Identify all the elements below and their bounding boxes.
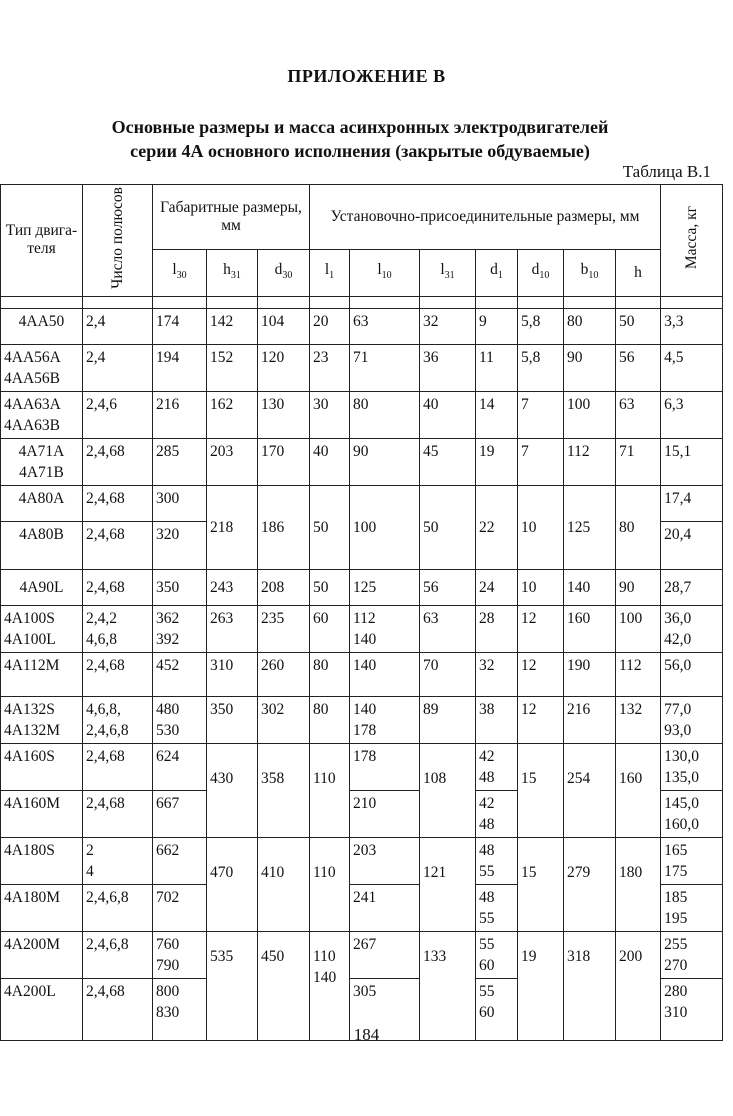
cell-d1: 42 48 [476, 790, 518, 837]
cell-type: 4АА56А 4АА56В [1, 344, 83, 391]
cell-poles: 2,4,68 [83, 485, 153, 521]
cell-h31: 162 [207, 391, 258, 438]
cell-l10: 178 [350, 743, 420, 790]
table-row [1, 438, 723, 485]
cell-h31: 243 [207, 569, 258, 605]
cell-h31: 310 [207, 652, 258, 696]
header-l1: $l_1$ [310, 250, 350, 296]
cell-l1: 60 [310, 605, 350, 652]
cell-d30: 302 [258, 696, 310, 743]
cell-l1: 30 [310, 391, 350, 438]
cell-mass: 145,0 160,0 [661, 790, 723, 837]
header-type: Тип двига-теля [1, 185, 83, 297]
cell-b10: 254 [564, 743, 616, 837]
table-title [40, 115, 680, 163]
cell-l31: 45 [420, 438, 476, 485]
cell-l30: 624 [153, 743, 207, 790]
header-l10: $l_{10}$ [350, 250, 420, 296]
cell-h31: 430 [207, 743, 258, 837]
cell-l10: 80 [350, 391, 420, 438]
cell-l10: 63 [350, 308, 420, 344]
cell-d10: 19 [518, 931, 564, 1040]
header-b10: $b_{10}$ [564, 250, 616, 296]
table-row [1, 931, 723, 978]
cell-l30: 300 [153, 485, 207, 521]
cell-h31: 470 [207, 837, 258, 931]
cell-l30: 320 [153, 521, 207, 569]
cell-d1: 42 48 [476, 743, 518, 790]
cell-d30: 170 [258, 438, 310, 485]
cell-h: 90 [616, 569, 661, 605]
header-h31: $h_{31}$ [207, 250, 258, 296]
cell-h31: 535 [207, 931, 258, 1040]
cell-h: 100 [616, 605, 661, 652]
cell-d10: 15 [518, 743, 564, 837]
header-l31: $l_{31}$ [420, 250, 476, 296]
cell-mass: 130,0 135,0 [661, 743, 723, 790]
cell-l1: 20 [310, 308, 350, 344]
cell-mass: 17,4 [661, 485, 723, 521]
cell-poles: 2,4,68 [83, 743, 153, 790]
cell-l30: 702 [153, 884, 207, 931]
cell-d30: 208 [258, 569, 310, 605]
cell-d10: 15 [518, 837, 564, 931]
cell-l1: 80 [310, 696, 350, 743]
cell-type: 4А132S 4А132М [1, 696, 83, 743]
cell-type: 4АА63А 4АА63В [1, 391, 83, 438]
cell-d1: 19 [476, 438, 518, 485]
cell-d10: 5,8 [518, 344, 564, 391]
cell-poles: 2,4,6,8 [83, 884, 153, 931]
cell-b10: 100 [564, 391, 616, 438]
cell-h31: 142 [207, 308, 258, 344]
header-d30: $d_{30}$ [258, 250, 310, 296]
cell-l30: 362 392 [153, 605, 207, 652]
cell-l30: 480 530 [153, 696, 207, 743]
cell-mass: 6,3 [661, 391, 723, 438]
cell-h31: 263 [207, 605, 258, 652]
cell-l31: 70 [420, 652, 476, 696]
cell-type: 4АА50 [1, 308, 83, 344]
cell-h: 180 [616, 837, 661, 931]
cell-l31: 56 [420, 569, 476, 605]
cell-poles: 2,4,68 [83, 438, 153, 485]
cell-h31: 203 [207, 438, 258, 485]
header-mass: Масса, кг [661, 185, 723, 297]
cell-l1: 50 [310, 569, 350, 605]
table-row [1, 344, 723, 391]
cell-poles: 2,4,6,8 [83, 931, 153, 978]
cell-d30: 130 [258, 391, 310, 438]
cell-l1: 23 [310, 344, 350, 391]
cell-poles: 2,4,68 [83, 978, 153, 1040]
cell-mass: 4,5 [661, 344, 723, 391]
title-line-2: серии 4А основного исполнения (закрытые обдуваемые) [130, 141, 590, 161]
cell-d10: 12 [518, 605, 564, 652]
cell-l31: 40 [420, 391, 476, 438]
cell-l1: 110 140 [310, 931, 350, 1040]
cell-d1: 24 [476, 569, 518, 605]
table-row [1, 308, 723, 344]
cell-l30: 800 830 [153, 978, 207, 1040]
header-row-1 [1, 185, 723, 250]
cell-d1: 28 [476, 605, 518, 652]
cell-mass: 255 270 [661, 931, 723, 978]
cell-l31: 50 [420, 485, 476, 569]
cell-b10: 279 [564, 837, 616, 931]
cell-mass: 185 195 [661, 884, 723, 931]
cell-d1: 55 60 [476, 978, 518, 1040]
cell-b10: 140 [564, 569, 616, 605]
cell-d30: 260 [258, 652, 310, 696]
cell-d1: 9 [476, 308, 518, 344]
cell-d1: 32 [476, 652, 518, 696]
cell-l30: 350 [153, 569, 207, 605]
cell-h: 132 [616, 696, 661, 743]
cell-mass: 280 310 [661, 978, 723, 1040]
cell-l30: 216 [153, 391, 207, 438]
cell-type: 4А90L [1, 569, 83, 605]
cell-d10: 12 [518, 652, 564, 696]
cell-l10: 140 [350, 652, 420, 696]
cell-l10: 305 [350, 978, 420, 1040]
header-gap-row [1, 296, 723, 308]
cell-l30: 285 [153, 438, 207, 485]
table-row [1, 569, 723, 605]
cell-h: 50 [616, 308, 661, 344]
cell-b10: 318 [564, 931, 616, 1040]
cell-d1: 48 55 [476, 884, 518, 931]
cell-d10: 10 [518, 485, 564, 569]
table-row [1, 696, 723, 743]
cell-mass: 28,7 [661, 569, 723, 605]
cell-l10: 140 178 [350, 696, 420, 743]
cell-l1: 50 [310, 485, 350, 569]
cell-l30: 194 [153, 344, 207, 391]
cell-h: 56 [616, 344, 661, 391]
motor-dimensions-table [0, 184, 723, 1041]
cell-b10: 190 [564, 652, 616, 696]
cell-h: 160 [616, 743, 661, 837]
cell-d30: 120 [258, 344, 310, 391]
cell-poles: 2 4 [83, 837, 153, 884]
cell-d30: 186 [258, 485, 310, 569]
cell-l31: 63 [420, 605, 476, 652]
cell-l10: 210 [350, 790, 420, 837]
cell-d30: 235 [258, 605, 310, 652]
header-poles: Число полюсов [83, 185, 153, 297]
table-caption: Таблица В.1 [622, 162, 711, 181]
cell-l10: 125 [350, 569, 420, 605]
cell-b10: 216 [564, 696, 616, 743]
cell-h: 71 [616, 438, 661, 485]
cell-d1: 48 55 [476, 837, 518, 884]
cell-d10: 5,8 [518, 308, 564, 344]
cell-poles: 4,6,8, 2,4,6,8 [83, 696, 153, 743]
cell-l31: 89 [420, 696, 476, 743]
page-number: 184 [353, 1025, 380, 1044]
cell-l1: 110 [310, 743, 350, 837]
cell-l30: 667 [153, 790, 207, 837]
cell-l10: 71 [350, 344, 420, 391]
cell-poles: 2,4,68 [83, 521, 153, 569]
cell-l10: 241 [350, 884, 420, 931]
table-row [1, 605, 723, 652]
cell-type: 4А200L [1, 978, 83, 1040]
cell-l10: 112 140 [350, 605, 420, 652]
table-row [1, 652, 723, 696]
cell-d10: 7 [518, 438, 564, 485]
title-line-1: Основные размеры и масса асинхронных электродвигателей [111, 117, 609, 137]
cell-d30: 358 [258, 743, 310, 837]
cell-d30: 104 [258, 308, 310, 344]
cell-poles: 2,4,68 [83, 790, 153, 837]
cell-l31: 133 [420, 931, 476, 1040]
header-d10: $d_{10}$ [518, 250, 564, 296]
cell-type: 4А200М [1, 931, 83, 978]
cell-mass: 56,0 [661, 652, 723, 696]
table-row [1, 743, 723, 790]
cell-type: 4А100S 4А100L [1, 605, 83, 652]
header-d1: $d_1$ [476, 250, 518, 296]
cell-poles: 2,4,6 [83, 391, 153, 438]
cell-type: 4А180S [1, 837, 83, 884]
cell-type: 4А112М [1, 652, 83, 696]
cell-type: 4А160М [1, 790, 83, 837]
cell-l31: 108 [420, 743, 476, 837]
cell-poles: 2,4 [83, 344, 153, 391]
cell-l30: 452 [153, 652, 207, 696]
cell-d10: 10 [518, 569, 564, 605]
cell-d1: 22 [476, 485, 518, 569]
cell-d30: 410 [258, 837, 310, 931]
cell-h: 80 [616, 485, 661, 569]
cell-d1: 14 [476, 391, 518, 438]
table-row [1, 837, 723, 884]
cell-poles: 2,4,68 [83, 652, 153, 696]
cell-l1: 40 [310, 438, 350, 485]
cell-mass: 3,3 [661, 308, 723, 344]
cell-d10: 12 [518, 696, 564, 743]
cell-l1: 110 [310, 837, 350, 931]
cell-l30: 174 [153, 308, 207, 344]
cell-type: 4А80А [1, 485, 83, 521]
cell-h: 112 [616, 652, 661, 696]
cell-l31: 121 [420, 837, 476, 931]
cell-d30: 450 [258, 931, 310, 1040]
cell-l31: 32 [420, 308, 476, 344]
appendix-heading: ПРИЛОЖЕНИЕ В [287, 66, 446, 86]
cell-l1: 80 [310, 652, 350, 696]
cell-b10: 125 [564, 485, 616, 569]
cell-d1: 55 60 [476, 931, 518, 978]
header-mounting-dimensions: Установочно-присоединительные размеры, мм [310, 185, 661, 250]
cell-l10: 90 [350, 438, 420, 485]
cell-h31: 218 [207, 485, 258, 569]
cell-d1: 38 [476, 696, 518, 743]
cell-b10: 90 [564, 344, 616, 391]
table-row [1, 391, 723, 438]
cell-h: 63 [616, 391, 661, 438]
cell-type: 4А160S [1, 743, 83, 790]
cell-poles: 2,4 [83, 308, 153, 344]
cell-mass: 36,0 42,0 [661, 605, 723, 652]
cell-h31: 152 [207, 344, 258, 391]
cell-b10: 80 [564, 308, 616, 344]
cell-h: 200 [616, 931, 661, 1040]
cell-type: 4А80В [1, 521, 83, 569]
table-row [1, 485, 723, 521]
header-overall-dimensions: Габаритные размеры, мм [153, 185, 310, 250]
cell-l10: 100 [350, 485, 420, 569]
cell-l30: 760 790 [153, 931, 207, 978]
header-h: h [616, 250, 661, 296]
cell-l10: 267 [350, 931, 420, 978]
cell-b10: 112 [564, 438, 616, 485]
cell-mass: 15,1 [661, 438, 723, 485]
cell-type: 4А180М [1, 884, 83, 931]
cell-h31: 350 [207, 696, 258, 743]
cell-l30: 662 [153, 837, 207, 884]
cell-d10: 7 [518, 391, 564, 438]
cell-b10: 160 [564, 605, 616, 652]
cell-type: 4А71А 4А71В [1, 438, 83, 485]
cell-l31: 36 [420, 344, 476, 391]
cell-poles: 2,4,68 [83, 569, 153, 605]
cell-mass: 165 175 [661, 837, 723, 884]
cell-d1: 11 [476, 344, 518, 391]
cell-poles: 2,4,2 4,6,8 [83, 605, 153, 652]
cell-mass: 77,0 93,0 [661, 696, 723, 743]
cell-mass: 20,4 [661, 521, 723, 569]
header-l30: $l_{30}$ [153, 250, 207, 296]
cell-l10: 203 [350, 837, 420, 884]
